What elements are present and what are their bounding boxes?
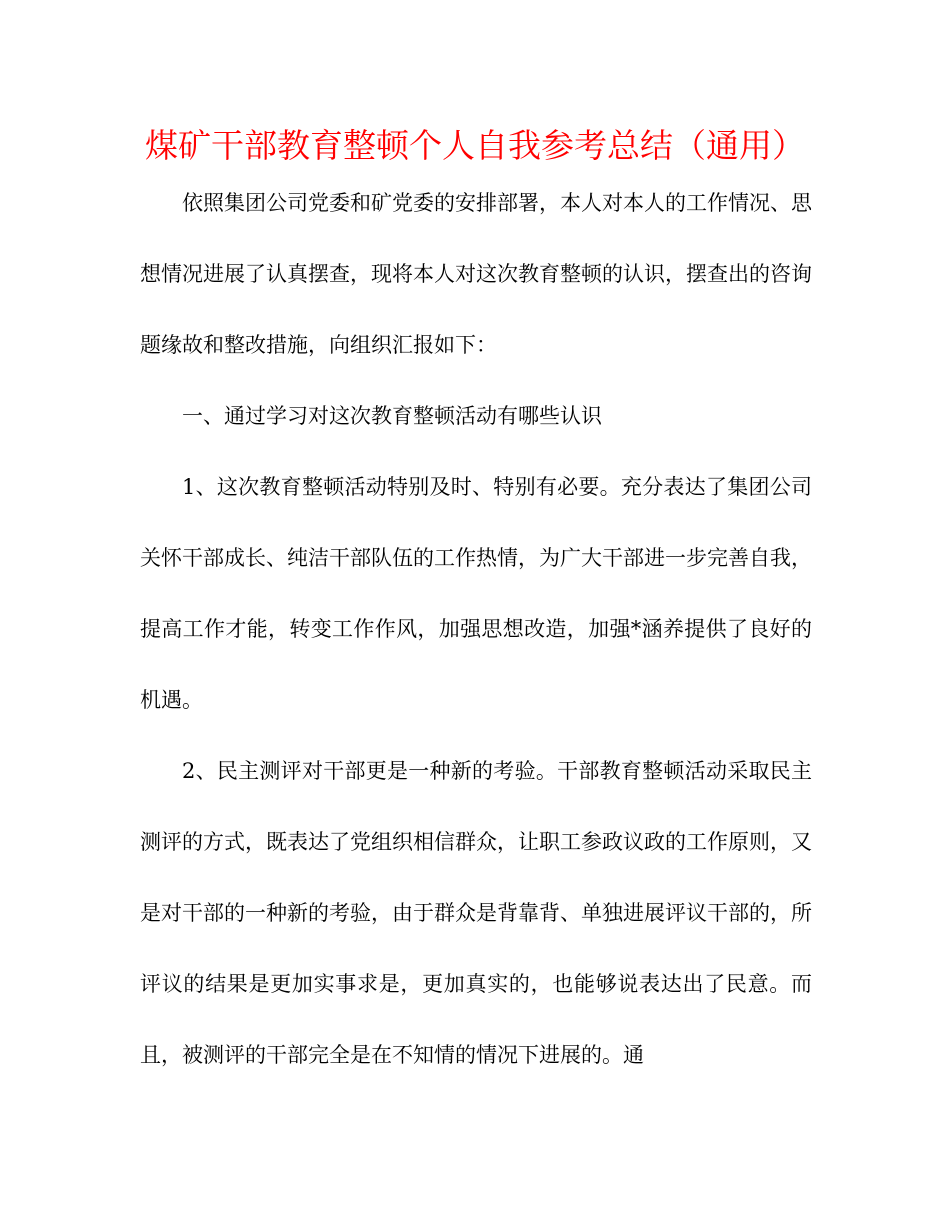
document-title: 煤矿干部教育整顿个人自我参考总结（通用） — [145, 126, 805, 165]
paragraph-intro: 依照集团公司党委和矿党委的安排部署，本人对本人的工作情况、思想情况进展了认真摆查，现将本人对这次教育整顿的认识，摆查出的咨询题缘故和整改措施，向组织汇报如下： — [140, 191, 812, 357]
section-heading-1: 一、通过学习对这次教育整顿活动有哪些认识 — [182, 404, 602, 428]
paragraph-point-2: 2、民主测评对干部更是一种新的考验。干部教育整顿活动采取民主测评的方式，既表达了党组织相信群众，让职工参政议政的工作原则，又是对干部的一种新的考验，由于群众是背靠背、单独进展评议干部的，所评议的结果是更加实事求是，更加真实的，也能够说表达出了民意。而且，被测评的干部完全是在不知情的情况下进展的。通 — [140, 759, 812, 1067]
document-body — [140, 168, 812, 1091]
paragraph-point-1: 1、这次教育整顿活动特别及时、特别有必要。充分表达了集团公司关怀干部成长、纯洁干部队伍的工作热情，为广大干部进一步完善自我，提高工作才能，转变工作作风，加强思想改造，加强*涵养提供了良好的机遇。 — [140, 475, 812, 712]
